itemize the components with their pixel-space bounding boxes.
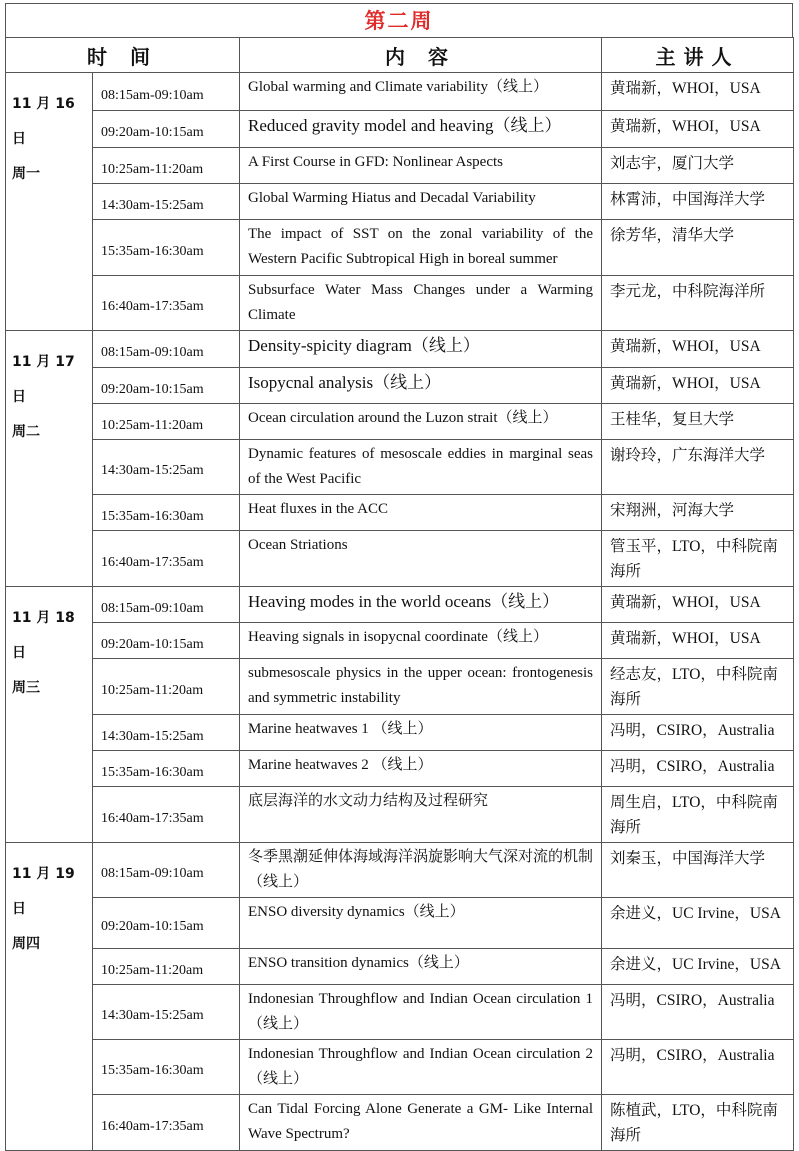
day-cell bbox=[6, 843, 93, 1151]
session-time: 09:20am-10:15am bbox=[93, 898, 240, 949]
schedule-row bbox=[6, 949, 794, 985]
schedule-row bbox=[6, 531, 794, 587]
session-time: 08:15am-09:10am bbox=[93, 331, 240, 368]
schedule-row bbox=[6, 220, 794, 276]
session-time: 15:35am-16:30am bbox=[93, 1040, 240, 1095]
session-speaker: 经志友，LTO，中科院南海所 bbox=[602, 659, 794, 715]
session-topic: ENSO transition dynamics（线上） bbox=[240, 949, 602, 985]
session-topic: Indonesian Throughflow and Indian Ocean circulation 2 （线上） bbox=[240, 1040, 602, 1095]
schedule-row bbox=[6, 331, 794, 368]
schedule-row bbox=[6, 787, 794, 843]
session-topic: Heaving modes in the world oceans（线上） bbox=[240, 587, 602, 623]
session-speaker: 冯明，CSIRO，Australia bbox=[602, 715, 794, 751]
day-cell bbox=[6, 331, 93, 587]
session-speaker: 林霄沛，中国海洋大学 bbox=[602, 184, 794, 220]
schedule-row bbox=[6, 148, 794, 184]
session-time: 14:30am-15:25am bbox=[93, 440, 240, 495]
session-time: 15:35am-16:30am bbox=[93, 220, 240, 276]
header-content: 内 容 bbox=[240, 38, 602, 73]
session-speaker: 黄瑞新，WHOI，USA bbox=[602, 111, 794, 148]
session-speaker: 黄瑞新，WHOI，USA bbox=[602, 73, 794, 111]
session-time: 14:30am-15:25am bbox=[93, 184, 240, 220]
session-speaker: 余进义，UC Irvine，USA bbox=[602, 949, 794, 985]
schedule-row bbox=[6, 440, 794, 495]
session-topic: Marine heatwaves 2 （线上） bbox=[240, 751, 602, 787]
session-time: 10:25am-11:20am bbox=[93, 148, 240, 184]
schedule-row bbox=[6, 587, 794, 623]
session-time: 09:20am-10:15am bbox=[93, 368, 240, 404]
session-time: 10:25am-11:20am bbox=[93, 659, 240, 715]
session-topic: Subsurface Water Mass Changes under a Warming Climate bbox=[240, 276, 602, 331]
schedule-row bbox=[6, 368, 794, 404]
session-topic: submesoscale physics in the upper ocean: frontogenesis and symmetric instability bbox=[240, 659, 602, 715]
day-date: 11 月 19 日 bbox=[12, 866, 75, 917]
session-speaker: 黄瑞新，WHOI，USA bbox=[602, 368, 794, 404]
session-topic: Heat fluxes in the ACC bbox=[240, 495, 602, 531]
session-time: 15:35am-16:30am bbox=[93, 751, 240, 787]
session-topic: Can Tidal Forcing Alone Generate a GM- Like Internal Wave Spectrum? bbox=[240, 1095, 602, 1151]
session-topic: Global warming and Climate variability（线上） bbox=[240, 73, 602, 111]
schedule-row bbox=[6, 623, 794, 659]
schedule-body bbox=[6, 73, 794, 1151]
session-time: 09:20am-10:15am bbox=[93, 111, 240, 148]
day-date: 11 月 18 日 bbox=[12, 610, 75, 661]
session-topic: Global Warming Hiatus and Decadal Variability bbox=[240, 184, 602, 220]
session-time: 09:20am-10:15am bbox=[93, 623, 240, 659]
session-topic: 冬季黑潮延伸体海域海洋涡旋影响大气深对流的机制（线上） bbox=[240, 843, 602, 898]
session-topic: Density-spicity diagram（线上） bbox=[240, 331, 602, 368]
schedule-row bbox=[6, 495, 794, 531]
day-weekday: 周二 bbox=[12, 424, 40, 440]
week-title: 第二周 bbox=[5, 3, 793, 37]
session-speaker: 黄瑞新，WHOI，USA bbox=[602, 587, 794, 623]
session-time: 16:40am-17:35am bbox=[93, 276, 240, 331]
session-topic: Reduced gravity model and heaving（线上） bbox=[240, 111, 602, 148]
session-speaker: 周生启，LTO，中科院南海所 bbox=[602, 787, 794, 843]
day-date: 11 月 17 日 bbox=[12, 354, 75, 405]
schedule-row bbox=[6, 184, 794, 220]
session-topic: 底层海洋的水文动力结构及过程研究 bbox=[240, 787, 602, 843]
day-cell bbox=[6, 587, 93, 843]
session-time: 16:40am-17:35am bbox=[93, 531, 240, 587]
session-topic: Ocean circulation around the Luzon strait（线上） bbox=[240, 404, 602, 440]
session-speaker: 冯明，CSIRO，Australia bbox=[602, 985, 794, 1040]
header-row bbox=[6, 38, 794, 73]
session-speaker: 冯明，CSIRO，Australia bbox=[602, 751, 794, 787]
session-speaker: 黄瑞新，WHOI，USA bbox=[602, 623, 794, 659]
session-time: 08:15am-09:10am bbox=[93, 73, 240, 111]
session-topic: Heaving signals in isopycnal coordinate（线上） bbox=[240, 623, 602, 659]
session-time: 08:15am-09:10am bbox=[93, 843, 240, 898]
session-speaker: 黄瑞新，WHOI，USA bbox=[602, 331, 794, 368]
session-speaker: 陈植武，LTO，中科院南海所 bbox=[602, 1095, 794, 1151]
day-cell bbox=[6, 73, 93, 331]
session-speaker: 余进义，UC Irvine，USA bbox=[602, 898, 794, 949]
session-time: 16:40am-17:35am bbox=[93, 1095, 240, 1151]
session-time: 10:25am-11:20am bbox=[93, 949, 240, 985]
schedule-table bbox=[5, 37, 794, 1151]
session-topic: Dynamic features of mesoscale eddies in marginal seas of the West Pacific bbox=[240, 440, 602, 495]
session-speaker: 谢玲玲，广东海洋大学 bbox=[602, 440, 794, 495]
schedule-row bbox=[6, 898, 794, 949]
day-date: 11 月 16 日 bbox=[12, 96, 75, 147]
schedule-row bbox=[6, 751, 794, 787]
session-time: 16:40am-17:35am bbox=[93, 787, 240, 843]
session-topic: Marine heatwaves 1 （线上） bbox=[240, 715, 602, 751]
schedule-row bbox=[6, 715, 794, 751]
schedule-row bbox=[6, 404, 794, 440]
session-speaker: 王桂华，复旦大学 bbox=[602, 404, 794, 440]
session-time: 15:35am-16:30am bbox=[93, 495, 240, 531]
schedule-row bbox=[6, 73, 794, 111]
session-speaker: 刘志宇，厦门大学 bbox=[602, 148, 794, 184]
schedule-row bbox=[6, 1040, 794, 1095]
schedule-row bbox=[6, 985, 794, 1040]
session-time: 14:30am-15:25am bbox=[93, 985, 240, 1040]
schedule-row bbox=[6, 276, 794, 331]
session-speaker: 刘秦玉，中国海洋大学 bbox=[602, 843, 794, 898]
schedule-row bbox=[6, 111, 794, 148]
schedule-row bbox=[6, 1095, 794, 1151]
day-weekday: 周一 bbox=[12, 166, 40, 182]
session-time: 08:15am-09:10am bbox=[93, 587, 240, 623]
session-speaker: 李元龙，中科院海洋所 bbox=[602, 276, 794, 331]
session-time: 10:25am-11:20am bbox=[93, 404, 240, 440]
schedule-document bbox=[5, 3, 793, 1151]
session-topic: The impact of SST on the zonal variability of the Western Pacific Subtropical High in boreal summer bbox=[240, 220, 602, 276]
session-speaker: 管玉平，LTO，中科院南海所 bbox=[602, 531, 794, 587]
header-time: 时 间 bbox=[6, 38, 240, 73]
session-speaker: 徐芳华，清华大学 bbox=[602, 220, 794, 276]
session-time: 14:30am-15:25am bbox=[93, 715, 240, 751]
schedule-row bbox=[6, 843, 794, 898]
session-topic: Ocean Striations bbox=[240, 531, 602, 587]
day-weekday: 周四 bbox=[12, 936, 40, 952]
session-speaker: 冯明，CSIRO，Australia bbox=[602, 1040, 794, 1095]
schedule-row bbox=[6, 659, 794, 715]
session-topic: A First Course in GFD: Nonlinear Aspects bbox=[240, 148, 602, 184]
session-topic: Indonesian Throughflow and Indian Ocean circulation 1 （线上） bbox=[240, 985, 602, 1040]
header-speaker: 主讲人 bbox=[602, 38, 794, 73]
day-weekday: 周三 bbox=[12, 680, 40, 696]
session-topic: ENSO diversity dynamics（线上） bbox=[240, 898, 602, 949]
session-speaker: 宋翔洲，河海大学 bbox=[602, 495, 794, 531]
session-topic: Isopycnal analysis（线上） bbox=[240, 368, 602, 404]
